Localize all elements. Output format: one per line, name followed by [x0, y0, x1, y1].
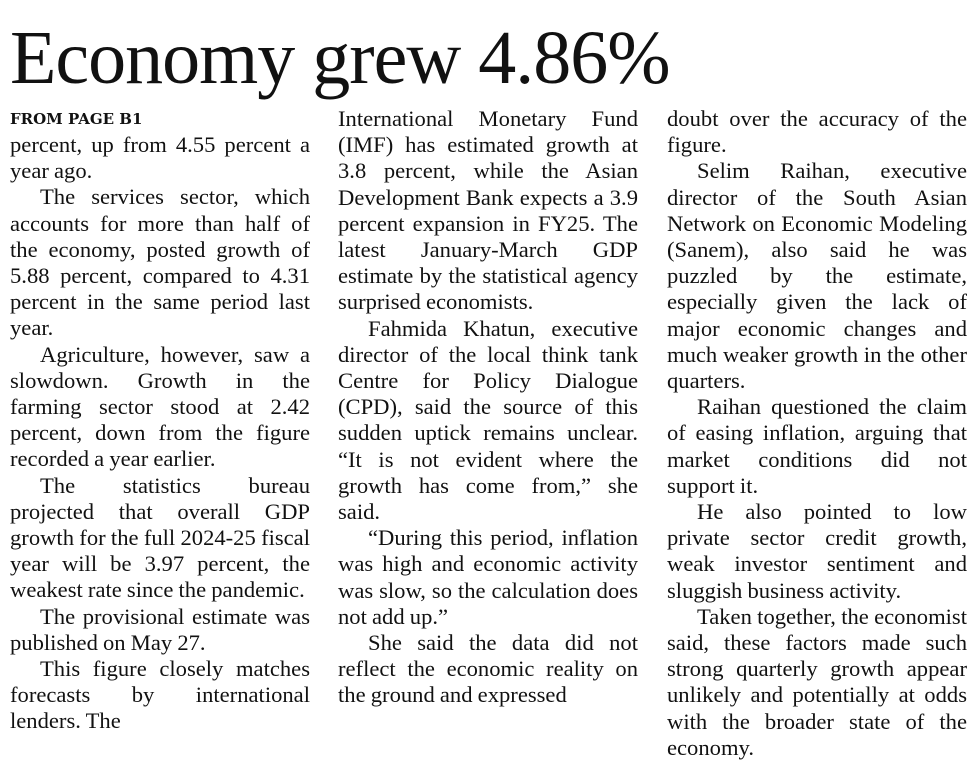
paragraph: Selim Raihan, executive director of the South Asian Network on Economic Modeling (Sanem), also said he was puzzled by the estimate, especially given the lack of major economic changes and much weaker growth in the other quarters. — [667, 158, 967, 394]
paragraph: She said the data did not reflect the economic reality on the ground and expressed — [338, 630, 638, 708]
column-1 — [10, 106, 310, 778]
paragraph: “During this period, inflation was high and economic activity was slow, so the calculation does not add up.” — [338, 525, 638, 629]
paragraph: He also pointed to low private sector credit growth, weak investor sentiment and sluggish business activity. — [667, 499, 967, 603]
column-2 — [338, 106, 638, 778]
continuation-kicker: FROM PAGE B1 — [10, 110, 143, 128]
paragraph: percent, up from 4.55 percent a year ago. — [10, 132, 310, 184]
column-3 — [667, 106, 967, 778]
paragraph: The services sector, which accounts for more than half of the economy, posted growth of 5.88 percent, compared to 4.31 percent in the same period last year. — [10, 184, 310, 341]
paragraph: Fahmida Khatun, executive director of the local think tank Centre for Policy Dialogue (CPD), said the source of this sudden uptick remains unclear. “It is not evident where the growth has come from,” she said. — [338, 315, 638, 525]
paragraph: doubt over the accuracy of the figure. — [667, 106, 967, 158]
paragraph: Taken together, the economist said, these factors made such strong quarterly growth appear unlikely and potentially at odds with the broader state of the economy. — [667, 603, 967, 760]
paragraph: Raihan questioned the claim of easing inflation, arguing that market conditions did not support it. — [667, 394, 967, 498]
paragraph: The statistics bureau projected that overall GDP growth for the full 2024-25 fiscal year will be 3.97 percent, the weakest rate since the pandemic. — [10, 472, 310, 603]
paragraph: This figure closely matches forecasts by international lenders. The — [10, 656, 310, 734]
article-body — [0, 106, 977, 778]
paragraph: Agriculture, however, saw a slowdown. Growth in the farming sector stood at 2.42 percent, down from the figure recorded a year earlier. — [10, 341, 310, 472]
paragraph: The provisional estimate was published on May 27. — [10, 603, 310, 655]
headline: Economy grew 4.86% — [10, 16, 670, 100]
paragraph: International Monetary Fund (IMF) has estimated growth at 3.8 percent, while the Asian Development Bank expects a 3.9 percent expansion in FY25. The latest January-March GDP estimate by the statistical agency surprised economists. — [338, 106, 638, 315]
